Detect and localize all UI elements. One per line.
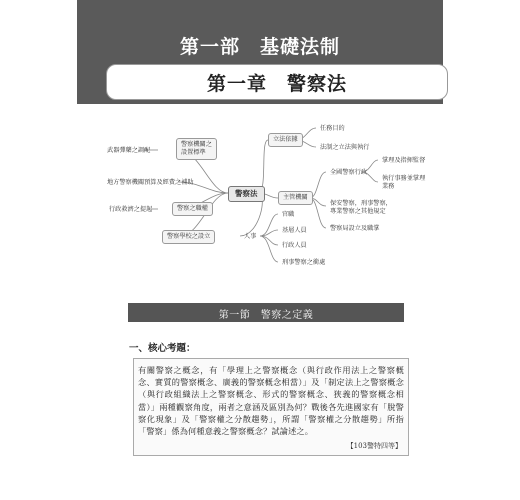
- mindmap-node-legislative-basis: 立法依據: [268, 133, 303, 147]
- section-title: 第一節 警察之定義: [218, 310, 314, 321]
- mindmap-node-local-budget: 地方警察機關預算及經費之補助: [107, 179, 194, 186]
- mindmap-node-purpose: 任務目的: [320, 125, 345, 132]
- mindmap-node-ranks: 官職: [282, 211, 295, 218]
- mindmap-node-police-duty: 警察之職權: [172, 202, 213, 216]
- mindmap-node-protection: 保安警察，刑事警察， 專業警察之其他規定: [330, 200, 392, 215]
- mindmap-node-basic-staff: 基層人員: [282, 227, 307, 234]
- mind-map-connectors: [100, 110, 430, 280]
- mindmap-node-bureau-duty: 警察局設立及職掌: [330, 225, 380, 232]
- mindmap-center-node: 警察法: [228, 186, 265, 202]
- mindmap-node-legal-enforcement: 法制之立法與執行: [320, 144, 370, 151]
- mindmap-node-weapons-adjust: 武器彈藥之調配: [107, 147, 151, 154]
- mindmap-node-execute: 執行事務並掌理業務: [382, 175, 426, 190]
- mind-map: [100, 110, 430, 280]
- core-question-heading: 一、核心考題：: [129, 343, 196, 354]
- mindmap-node-supervise: 掌理及指揮監督: [382, 157, 426, 164]
- mindmap-node-nationwide-admin: 全國警察行政: [330, 169, 368, 176]
- exam-question-source: 【103警特四等】: [346, 442, 402, 450]
- chapter-title: 第一章 警察法: [206, 73, 347, 95]
- mindmap-node-police-school: 警察學校之設立: [162, 230, 215, 244]
- chapter-title-box: [106, 64, 448, 100]
- mindmap-node-agency-standard: 警察機關之 設置標準: [176, 138, 217, 160]
- exam-question-box: [133, 358, 409, 456]
- mindmap-node-competent-authority: 主管機關: [278, 191, 313, 205]
- mindmap-node-criminal-police: 刑事警察之衝處: [282, 259, 326, 266]
- exam-question-text: 有關警察之概念，有「學理上之警察概念（與行政作用法上之警察概念、實質的警察概念、廣義的警察概念相當）」及「制定法上之警察概念（與行政組織法上之警察概念、形式的警察概念、狹義的警察概念相當）」兩種觀察角度，兩者之意涵及區別為何？戰後各先進國家有「脫警察化現象」及「警察權之分散趨勢」，所謂「警察權之分散趨勢」所指「警察」係為何種意義之警察概念？試論述之。: [138, 365, 404, 437]
- mindmap-node-admin-assist: 行政救濟之提起: [109, 206, 153, 213]
- part-title: 第一部 基礎法制: [179, 36, 340, 58]
- mindmap-node-admin-staff: 行政人員: [282, 242, 307, 249]
- mindmap-node-personnel: 人事: [244, 233, 257, 240]
- section-title-bar: [128, 303, 404, 322]
